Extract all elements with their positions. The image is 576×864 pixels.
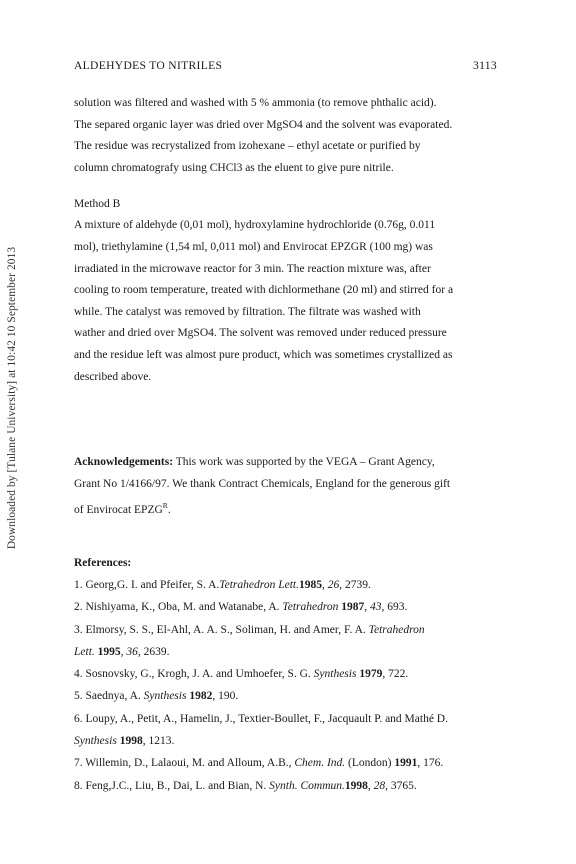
ref-journal: Synthesis: [143, 690, 187, 703]
reference-item: 8. Feng,J.C., Liu, B., Dai, L. and Bian, N. Synth. Commun.1998, 28, 3765.: [74, 779, 417, 792]
ref-location: (London): [345, 757, 395, 770]
ref-authors: 6. Loupy, A., Petit, A., Hamelin, J., Textier-Boullet, F., Jacquault P. and Mathé D.: [74, 712, 448, 725]
method-line: irradiated in the microwave reactor for 3 min. The reaction mixture was, after: [74, 262, 431, 275]
ref-year: 1985: [298, 578, 322, 591]
reference-item: [74, 685, 498, 707]
ack-text: This work was supported by the VEGA – Grant Agency,: [173, 456, 435, 469]
ref-pages: , 176.: [417, 757, 444, 770]
ref-year: 1998: [119, 735, 143, 748]
ref-volume: 36: [126, 645, 138, 658]
ref-year: 1982: [189, 690, 213, 703]
ref-authors: 3. Elmorsy, S. S., El-Ahl, A. A. S., Soliman, H. and Amer, F. A.: [74, 623, 369, 636]
ack-line: Grant No 1/4166/97. We thank Contract Chemicals, England for the generous gift: [74, 478, 451, 491]
page-body: [74, 93, 498, 797]
method-line: A mixture of aldehyde (0,01 mol), hydroxylamine hydrochloride (0.76g, 0.011: [74, 219, 436, 232]
method-line: mol), triethylamine (1,54 ml, 0,011 mol) and Envirocat EPZGR (100 mg) was: [74, 240, 433, 253]
ref-volume: 43: [370, 601, 382, 614]
ref-pages: , 2639.: [137, 645, 170, 658]
ref-authors: 2. Nishiyama, K., Oba, M. and Watanabe, A.: [74, 601, 283, 614]
ref-journal: Lett.: [74, 645, 95, 658]
reference-item: [74, 752, 498, 774]
ref-journal: Tetrahedron: [368, 623, 425, 636]
ref-year: 1995: [97, 645, 121, 658]
reference-item: [74, 708, 498, 730]
reference-item-continued: [74, 730, 498, 752]
reference-item-continued: Lett. 1995, 36, 2639.: [74, 645, 170, 658]
reference-item: 2. Nishiyama, K., Oba, M. and Watanabe, A. Tetrahedron 1987, 43, 693.: [74, 601, 408, 614]
ref-authors: 1. Georg,G. I. and Pfeifer, S. A.: [74, 578, 220, 591]
intro-line: column chromatografy using CHCl3 as the eluent to give pure nitrile.: [74, 161, 394, 174]
registered-mark: R: [162, 501, 168, 511]
ref-volume: 26: [327, 578, 340, 591]
ref-year: 1979: [359, 668, 383, 681]
ref-journal: Tetrahedron: [282, 601, 339, 614]
ref-authors: 8. Feng,J.C., Liu, B., Dai, L. and Bian, N.: [74, 779, 270, 792]
acknowledgements: [74, 451, 498, 521]
method-b-paragraph: [74, 215, 498, 388]
reference-item: 1. Georg,G. I. and Pfeifer, S. A.Tetrahedron Lett.1985, 26, 2739.: [74, 578, 371, 591]
ack-line: [74, 451, 498, 473]
method-line: and the residue left was almost pure product, which was sometimes crystallized as: [74, 348, 453, 361]
intro-line: The residue was recrystalized from izohexane – ethyl acetate or purified by: [74, 140, 421, 153]
ref-pages: , 693.: [381, 601, 408, 614]
method-b-heading: Method B: [74, 198, 121, 211]
ack-label: Acknowledgements:: [74, 456, 174, 469]
ack-line: [74, 495, 498, 521]
running-title: ALDEHYDES TO NITRILES: [74, 59, 223, 72]
download-watermark: [2, 158, 22, 638]
ref-journal: Synthesis: [313, 668, 357, 681]
ref-pages: , 1213.: [142, 735, 175, 748]
ref-journal: Chem. Ind.: [294, 757, 346, 770]
ref-pages: , 190.: [212, 690, 239, 703]
running-header: [74, 59, 497, 72]
ref-pages: , 2739.: [339, 578, 371, 591]
ack-text: .: [167, 503, 171, 516]
ref-authors: 7. Willemin, D., Lalaoui, M. and Alloum, A.B.,: [74, 757, 295, 770]
download-watermark-text: Downloaded by [Tulane University] at 10:42 10 September 2013: [6, 246, 18, 550]
ref-year: 1987: [341, 601, 365, 614]
intro-line: The separed organic layer was dried over MgSO4 and the solvent was evaporated.: [74, 118, 453, 131]
method-line: cooling to room temperature, treated with dichlormethane (20 ml) and stirred for a: [74, 284, 454, 297]
page-number: 3113: [473, 59, 497, 72]
ref-journal: Synthesis: [74, 735, 117, 748]
references-heading: References:: [74, 556, 132, 569]
method-line: while. The catalyst was removed by filtration. The filtrate was washed with: [74, 305, 421, 318]
ref-journal: Synth. Commun.: [269, 779, 345, 792]
intro-line: solution was filtered and washed with 5 % ammonia (to remove phthalic acid).: [74, 97, 437, 109]
ref-volume: 28: [373, 779, 386, 792]
ref-authors: 4. Sosnovsky, G., Krogh, J. A. and Umhoefer, S. G.: [74, 668, 314, 681]
method-line: wather and dried over MgSO4. The solvent was removed under reduced pressure: [74, 327, 447, 340]
ref-year: 1991: [394, 757, 418, 770]
references-list: [74, 574, 498, 797]
reference-item: [74, 663, 498, 685]
ack-text: of Envirocat EPZG: [74, 503, 163, 516]
ref-year: 1998: [344, 779, 368, 792]
ref-pages: , 722.: [382, 668, 409, 681]
reference-item: [74, 619, 498, 641]
ref-journal: Tetrahedron Lett.: [219, 578, 299, 591]
intro-paragraph: [74, 93, 498, 179]
ref-authors: 5. Saednya, A.: [74, 690, 144, 703]
method-line: described above.: [74, 370, 152, 383]
ref-pages: , 3765.: [385, 779, 417, 792]
